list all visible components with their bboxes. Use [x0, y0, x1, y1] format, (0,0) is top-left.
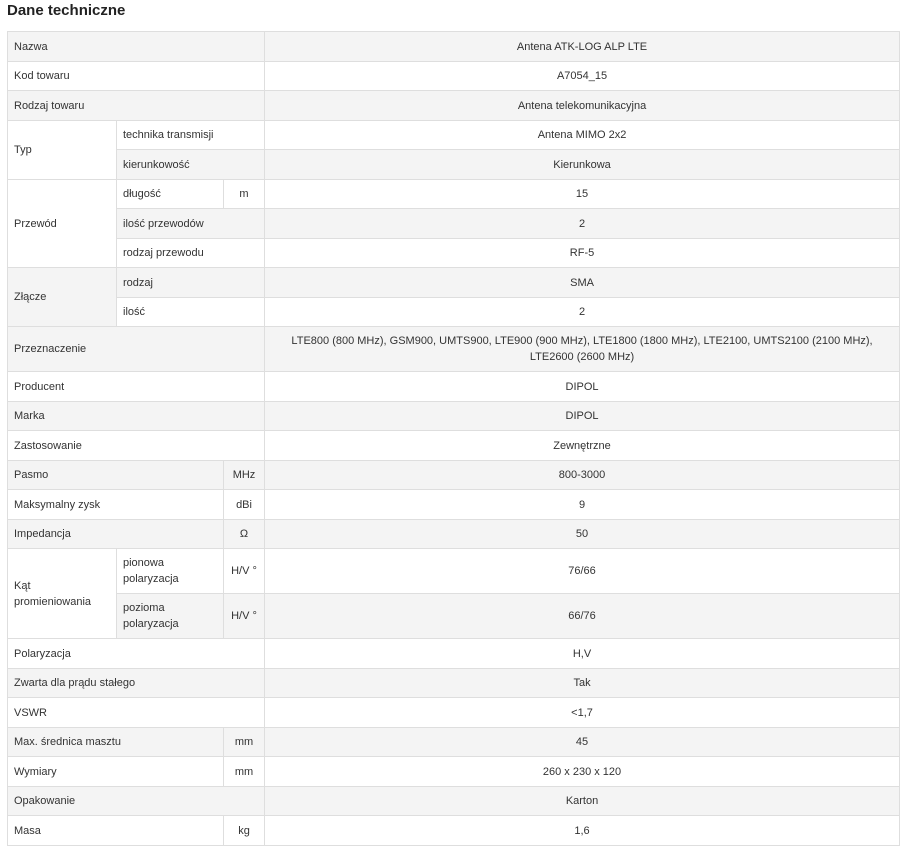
row-label: Producent	[8, 372, 265, 402]
row-value: 50	[265, 520, 900, 549]
table-row	[8, 816, 900, 846]
table-row	[8, 372, 900, 402]
table-row	[8, 209, 900, 239]
row-label: Masa	[8, 816, 224, 846]
table-row	[8, 728, 900, 757]
row-value: 2	[265, 209, 900, 239]
table-row	[8, 268, 900, 298]
unit-label: MHz	[224, 461, 265, 490]
row-label: Kod towaru	[8, 62, 265, 91]
row-value: Tak	[265, 669, 900, 698]
row-value: Antena telekomunikacyjna	[265, 91, 900, 121]
table-row	[8, 180, 900, 209]
table-row	[8, 239, 900, 268]
group-label: Przewód	[8, 180, 117, 268]
table-row	[8, 594, 900, 639]
row-value: Kierunkowa	[265, 150, 900, 180]
unit-label: H/V °	[224, 594, 265, 639]
table-row	[8, 91, 900, 121]
row-value: H,V	[265, 639, 900, 669]
row-value: 1,6	[265, 816, 900, 846]
unit-label: kg	[224, 816, 265, 846]
spec-table	[7, 31, 900, 846]
row-label: Rodzaj towaru	[8, 91, 265, 121]
group-label: Typ	[8, 121, 117, 180]
table-row	[8, 669, 900, 698]
unit-label: dBi	[224, 490, 265, 520]
row-value: 2	[265, 298, 900, 327]
table-row	[8, 402, 900, 431]
row-value: 260 x 230 x 120	[265, 757, 900, 787]
row-label: Nazwa	[8, 32, 265, 62]
unit-label: m	[224, 180, 265, 209]
row-label: Przeznaczenie	[8, 327, 265, 372]
table-row	[8, 639, 900, 669]
row-value: Zewnętrzne	[265, 431, 900, 461]
sub-label: rodzaj przewodu	[117, 239, 265, 268]
table-row	[8, 490, 900, 520]
sub-label: ilość przewodów	[117, 209, 265, 239]
row-label: Max. średnica masztu	[8, 728, 224, 757]
table-row	[8, 787, 900, 816]
row-value: RF-5	[265, 239, 900, 268]
table-row	[8, 461, 900, 490]
sub-label: ilość	[117, 298, 265, 327]
row-value: Karton	[265, 787, 900, 816]
sub-label: technika transmisji	[117, 121, 265, 150]
row-value: DIPOL	[265, 372, 900, 402]
row-label: Wymiary	[8, 757, 224, 787]
row-value: DIPOL	[265, 402, 900, 431]
table-row	[8, 62, 900, 91]
unit-label: mm	[224, 757, 265, 787]
row-label: VSWR	[8, 698, 265, 728]
table-row	[8, 327, 900, 372]
row-label: Impedancja	[8, 520, 224, 549]
row-value: 76/66	[265, 549, 900, 594]
table-row	[8, 549, 900, 594]
row-value: 66/76	[265, 594, 900, 639]
row-value: 15	[265, 180, 900, 209]
row-label: Pasmo	[8, 461, 224, 490]
row-label: Maksymalny zysk	[8, 490, 224, 520]
table-row	[8, 757, 900, 787]
sub-label: pozioma polaryzacja	[117, 594, 224, 639]
row-value: LTE800 (800 MHz), GSM900, UMTS900, LTE900 (900 MHz), LTE1800 (1800 MHz), LTE2100, UMTS2100 (2100 MHz), LTE2600 (2600 MHz)	[265, 327, 900, 372]
group-label: Kąt promieniowania	[8, 549, 117, 639]
row-value: 45	[265, 728, 900, 757]
table-row	[8, 520, 900, 549]
table-row	[8, 698, 900, 728]
row-label: Opakowanie	[8, 787, 265, 816]
table-row	[8, 121, 900, 150]
sub-label: długość	[117, 180, 224, 209]
unit-label: H/V °	[224, 549, 265, 594]
table-row	[8, 150, 900, 180]
group-label: Złącze	[8, 268, 117, 327]
row-label: Marka	[8, 402, 265, 431]
sub-label: pionowa polaryzacja	[117, 549, 224, 594]
row-value: A7054_15	[265, 62, 900, 91]
row-value: <1,7	[265, 698, 900, 728]
row-label: Zastosowanie	[8, 431, 265, 461]
unit-label: mm	[224, 728, 265, 757]
sub-label: rodzaj	[117, 268, 265, 298]
unit-label: Ω	[224, 520, 265, 549]
row-value: 800-3000	[265, 461, 900, 490]
row-value: Antena MIMO 2x2	[265, 121, 900, 150]
row-value: Antena ATK-LOG ALP LTE	[265, 32, 900, 62]
table-row	[8, 431, 900, 461]
row-value: 9	[265, 490, 900, 520]
table-row	[8, 298, 900, 327]
section-title: Dane techniczne	[7, 2, 126, 19]
sub-label: kierunkowość	[117, 150, 265, 180]
row-label: Zwarta dla prądu stałego	[8, 669, 265, 698]
row-label: Polaryzacja	[8, 639, 265, 669]
row-value: SMA	[265, 268, 900, 298]
table-row	[8, 32, 900, 62]
